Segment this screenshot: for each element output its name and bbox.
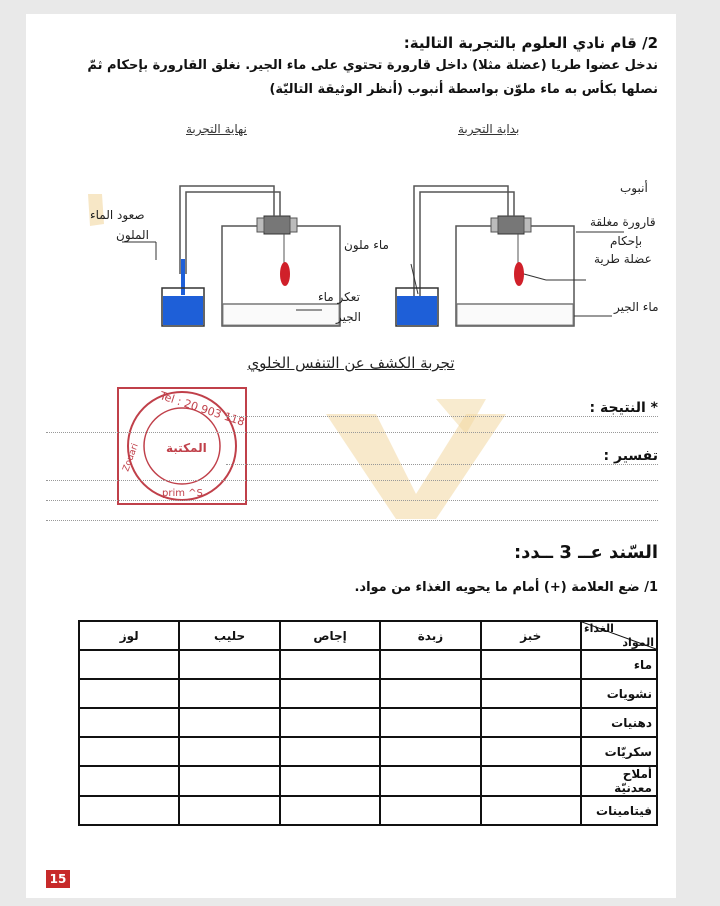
result-label: * النتيجة : xyxy=(589,400,658,416)
table-row xyxy=(79,708,657,737)
experiment-diagram xyxy=(26,164,676,354)
worksheet-page xyxy=(26,14,676,898)
explanation-line-2 xyxy=(46,480,658,481)
rise-label-1: صعود الماء xyxy=(90,208,145,222)
answer-cell[interactable] xyxy=(179,766,279,796)
stamp-side: Zouari xyxy=(121,442,141,474)
answer-cell[interactable] xyxy=(481,766,581,796)
question-2-line-1: ندخل عضوا طريا (عضلة مثلا) داخل قارورة تحتوي على ماء الجير. نغلق القارورة بإحكام ثمّ xyxy=(87,58,658,73)
limewater-end xyxy=(223,304,339,325)
answer-cell[interactable] xyxy=(280,679,380,708)
answer-cell[interactable] xyxy=(79,650,179,679)
answer-cell[interactable] xyxy=(280,708,380,737)
library-stamp xyxy=(112,382,252,510)
table-corner-cell xyxy=(581,621,657,650)
answer-cell[interactable] xyxy=(481,679,581,708)
table-row xyxy=(79,766,657,796)
substance-label: فيتامينات xyxy=(581,796,657,825)
limewater-label: ماء الجير xyxy=(614,300,659,314)
result-line-1 xyxy=(226,416,658,417)
colored-water-label: ماء ملون xyxy=(344,238,389,252)
answer-cell[interactable] xyxy=(79,737,179,766)
answer-cell[interactable] xyxy=(481,708,581,737)
food-header: حليب xyxy=(179,621,279,650)
answer-cell[interactable] xyxy=(380,796,480,825)
substance-label: أملاح معدنيّة xyxy=(581,766,657,796)
start-heading: بداية التجربة xyxy=(458,122,520,136)
muscle-start xyxy=(514,262,524,286)
food-header: خبز xyxy=(481,621,581,650)
answer-cell[interactable] xyxy=(79,708,179,737)
stopper-end xyxy=(264,216,290,234)
answer-cell[interactable] xyxy=(280,737,380,766)
answer-cell[interactable] xyxy=(380,766,480,796)
muscle-end xyxy=(280,262,290,286)
stamp-bottom: prim ^S xyxy=(162,488,203,499)
explanation-line-3 xyxy=(46,500,658,501)
answer-cell[interactable] xyxy=(179,708,279,737)
rising-water xyxy=(181,259,185,295)
answer-cell[interactable] xyxy=(481,796,581,825)
stamp-arabic: المكتبة xyxy=(166,441,207,455)
question-2-line-2: نصلها بكأس به ماء ملوّن بواسطة أنبوب (أنظر الوثيقة التاليّة) xyxy=(269,82,658,97)
page-number: 15 xyxy=(46,870,70,888)
answer-cell[interactable] xyxy=(280,796,380,825)
watermark-logo xyxy=(316,394,516,524)
answer-cell[interactable] xyxy=(179,796,279,825)
document-3-instruction: 1/ ضع العلامة (+) أمام ما يحويه الغذاء من مواد. xyxy=(354,580,658,595)
table-row xyxy=(79,737,657,766)
table-row xyxy=(79,679,657,708)
answer-cell[interactable] xyxy=(481,650,581,679)
substance-label: سكريّات xyxy=(581,737,657,766)
substance-label: ماء xyxy=(581,650,657,679)
stopper-start xyxy=(498,216,524,234)
table-row xyxy=(79,796,657,825)
food-header: زبدة xyxy=(380,621,480,650)
answer-cell[interactable] xyxy=(79,766,179,796)
answer-cell[interactable] xyxy=(179,679,279,708)
answer-cell[interactable] xyxy=(179,737,279,766)
result-line-2 xyxy=(46,432,658,433)
setup-end xyxy=(122,186,340,326)
answer-cell[interactable] xyxy=(280,766,380,796)
food-header: لوز xyxy=(79,621,179,650)
tube-label: أنبوب xyxy=(620,181,648,195)
table-row xyxy=(79,650,657,679)
answer-cell[interactable] xyxy=(380,650,480,679)
table-header-row xyxy=(79,621,657,650)
explanation-line-1 xyxy=(226,464,658,465)
nutrients-table xyxy=(78,620,658,826)
cloudy-label-1: تعكر ماء xyxy=(318,290,360,304)
answer-cell[interactable] xyxy=(380,679,480,708)
substance-label: نشويات xyxy=(581,679,657,708)
limewater-start xyxy=(457,304,573,325)
tube-start xyxy=(414,186,508,302)
experiment-title: تجربة الكشف عن التنفس الخلوي xyxy=(247,354,455,372)
flask-label-1: قارورة مغلقة xyxy=(590,215,656,229)
answer-cell[interactable] xyxy=(179,650,279,679)
answer-cell[interactable] xyxy=(380,737,480,766)
colored-water-start xyxy=(397,296,437,325)
answer-cell[interactable] xyxy=(280,650,380,679)
document-3-title: السّند عــ 3 ــدد: xyxy=(513,542,658,563)
explanation-label: تفسير : xyxy=(603,448,658,464)
question-2-title: 2/ قام نادي العلوم بالتجربة التالية: xyxy=(403,34,658,52)
flask-label-2: بإحكام xyxy=(610,234,643,248)
answer-cell[interactable] xyxy=(79,679,179,708)
setup-start xyxy=(396,186,624,326)
end-heading: نهاية التجربة xyxy=(186,122,247,136)
substance-label: دهنيات xyxy=(581,708,657,737)
stamp-tel: Tel : 20 903 118 xyxy=(158,389,247,429)
rise-label-2: الملون xyxy=(116,228,149,242)
answer-cell[interactable] xyxy=(380,708,480,737)
cloudy-label-2: الجير xyxy=(336,310,361,324)
explanation-line-4 xyxy=(46,520,658,521)
table-corner-bottom: المواد xyxy=(622,636,654,649)
colored-water-end xyxy=(163,296,203,325)
table-corner-top: الغذاء xyxy=(584,622,614,635)
muscle-label: عضلة طرية xyxy=(594,252,652,266)
answer-cell[interactable] xyxy=(481,737,581,766)
answer-cell[interactable] xyxy=(79,796,179,825)
food-header: إجاص xyxy=(280,621,380,650)
